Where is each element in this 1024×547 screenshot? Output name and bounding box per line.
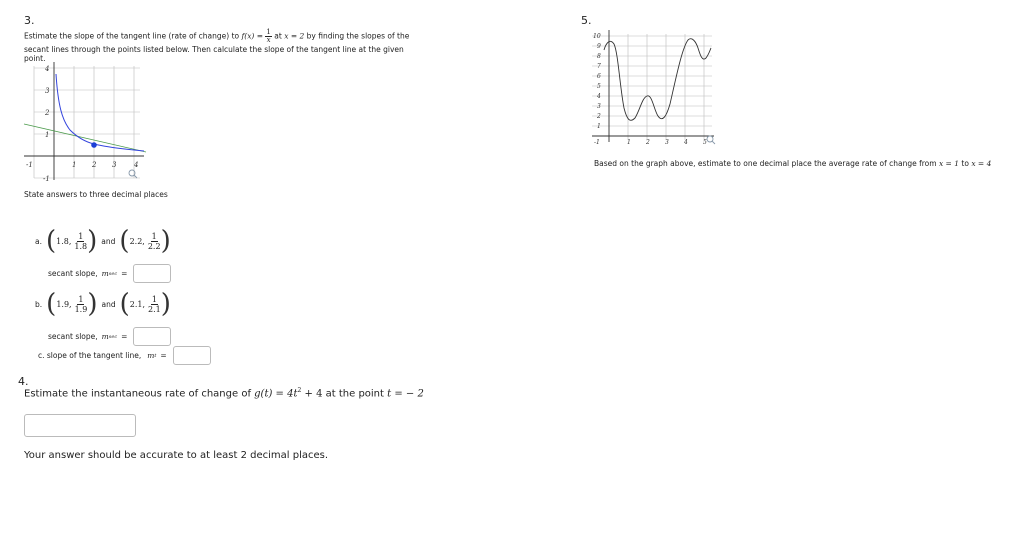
question-5-number: 5. xyxy=(581,14,592,27)
part-b-label: b. xyxy=(35,299,43,309)
secant-slope-label: secant slope, xyxy=(48,269,98,278)
graph-grid xyxy=(34,66,140,178)
reciprocal-function-graph xyxy=(22,60,152,185)
zoom-icon xyxy=(707,136,715,144)
part-a-secant-row xyxy=(48,264,171,283)
part-b-points xyxy=(35,291,171,317)
y-tick-label: 3 xyxy=(45,87,50,95)
open-paren: ( xyxy=(119,226,130,256)
state-answers-instruction: State answers to three decimal places xyxy=(24,190,168,199)
fraction-denominator: 1.9 xyxy=(74,304,88,314)
y-tick-label: 2 xyxy=(45,109,50,117)
point-x: 1.9, xyxy=(56,299,72,309)
function-rest: + 4 xyxy=(304,388,323,400)
close-paren: ) xyxy=(160,226,171,256)
close-paren: ) xyxy=(87,289,98,319)
prompt-text: Estimate the slope of the tangent line (rate of change) to xyxy=(24,31,240,41)
fraction-numerator: 1 xyxy=(78,294,84,304)
part-a-points xyxy=(35,228,171,254)
x-tick-label: 4 xyxy=(684,139,688,146)
question-4-number: 4. xyxy=(18,375,29,388)
part-b-secant-row xyxy=(48,327,171,346)
question-4-note: Your answer should be accurate to at least 2 decimal places. xyxy=(24,450,329,461)
at-point-text: at the point xyxy=(325,388,384,400)
reciprocal-curve xyxy=(56,74,144,151)
fraction-denominator: 2.1 xyxy=(148,304,161,314)
point-1 xyxy=(56,295,87,314)
part-c-tangent-row xyxy=(38,346,211,365)
x-tick-label: 2 xyxy=(92,161,97,169)
x-tick-label: 3 xyxy=(665,139,669,146)
m-t-subscript: t xyxy=(154,352,157,359)
y-tick-label: 8 xyxy=(597,53,601,60)
part-b-secant-slope-input[interactable] xyxy=(133,327,171,346)
and-text: and xyxy=(101,236,116,246)
point-2 xyxy=(130,295,161,314)
y-tick-label: 3 xyxy=(597,103,601,110)
at-text: at xyxy=(274,31,282,41)
wave-curve xyxy=(604,39,711,121)
prompt-text: Estimate the instantaneous rate of change of xyxy=(24,388,251,400)
y-tick-label: 5 xyxy=(597,83,601,90)
m-sec-subscript: sec xyxy=(108,270,118,277)
point-y-fraction xyxy=(74,232,87,251)
point-2 xyxy=(130,232,161,251)
fraction-numerator: 1 xyxy=(266,28,271,36)
y-tick-label: 9 xyxy=(597,43,601,50)
m-t-symbol: m xyxy=(147,351,155,360)
from-value: x = 1 xyxy=(938,159,959,168)
x-tick-label: 4 xyxy=(134,161,139,169)
graph-axes xyxy=(24,62,144,180)
point-x: 2.1, xyxy=(129,299,146,309)
question-3-prompt-line2: secant lines through the points listed below. Then calculate the slope of the tangent line at the given xyxy=(24,45,404,54)
question-3-number: 3. xyxy=(24,14,35,27)
m-sec-symbol: m xyxy=(101,332,109,341)
x-tick-label: 1 xyxy=(627,139,631,146)
zoom-icon xyxy=(129,170,137,178)
x-tick-label: 1 xyxy=(72,161,77,169)
x-tick-label: 3 xyxy=(112,161,117,169)
function-fraction xyxy=(265,29,271,44)
prompt-text: Based on the graph above, estimate to one decimal place the average rate of change from xyxy=(594,159,937,168)
y-tick-label: 1 xyxy=(45,131,50,139)
function-g: g(t) = 4t xyxy=(254,388,298,400)
question-5-prompt xyxy=(594,157,991,170)
fraction-denominator: x xyxy=(266,36,271,44)
question-4-answer-input[interactable] xyxy=(24,414,136,437)
point-y-fraction xyxy=(75,295,88,314)
at-point-equation: t = − 2 xyxy=(387,388,424,400)
question-4-prompt xyxy=(24,387,424,399)
x-tick-label: 2 xyxy=(646,139,650,146)
y-tick-label: 4 xyxy=(45,65,50,73)
tangent-point xyxy=(91,142,97,148)
and-text: and xyxy=(101,299,116,309)
m-sec-subscript: sec xyxy=(108,333,118,340)
secant-slope-label: secant slope, xyxy=(48,332,98,341)
part-c-tangent-slope-input[interactable] xyxy=(173,346,211,365)
y-tick-label: 7 xyxy=(597,63,601,70)
prompt-text-post: by finding the slopes of the xyxy=(306,31,410,41)
function-lhs: f(x) = xyxy=(241,31,264,41)
part-a-secant-slope-input[interactable] xyxy=(133,264,171,283)
fraction-numerator: 1 xyxy=(151,231,157,241)
open-paren: ( xyxy=(45,226,57,256)
fraction-numerator: 1 xyxy=(78,231,84,241)
y-tick-label: 10 xyxy=(593,33,601,40)
equals-sign: = xyxy=(121,269,128,278)
at-equation: x = 2 xyxy=(284,31,305,41)
point-y-fraction xyxy=(148,295,161,314)
y-tick-label: -1 xyxy=(43,175,50,183)
fraction-numerator: 1 xyxy=(151,294,157,304)
graph-grid xyxy=(592,34,712,140)
wave-function-graph xyxy=(590,28,720,150)
point-x: 2.2, xyxy=(129,236,145,246)
equals-sign: = xyxy=(121,332,128,341)
tangent-slope-label: c. slope of the tangent line, xyxy=(38,351,142,360)
y-tick-label: 1 xyxy=(597,123,601,130)
point-y-fraction xyxy=(148,232,161,251)
open-paren: ( xyxy=(119,289,130,319)
part-a-label: a. xyxy=(35,236,42,246)
point-1 xyxy=(56,232,87,251)
equals-sign: = xyxy=(160,351,167,360)
x-tick-label: -1 xyxy=(26,161,33,169)
close-paren: ) xyxy=(87,226,98,256)
point-x: 1.8, xyxy=(56,236,72,246)
to-text: to xyxy=(961,159,969,168)
fraction-denominator: 1.8 xyxy=(74,241,88,251)
function-exponent: 2 xyxy=(297,387,302,394)
close-paren: ) xyxy=(160,289,171,319)
m-sec-symbol: m xyxy=(101,269,109,278)
to-value: x = 4 xyxy=(971,159,992,168)
open-paren: ( xyxy=(46,289,57,319)
y-tick-label: 6 xyxy=(597,73,601,80)
x-tick-label: -1 xyxy=(594,139,600,146)
question-3-prompt-line3: point. xyxy=(24,54,46,63)
y-tick-label: 2 xyxy=(597,113,601,120)
y-tick-label: 4 xyxy=(597,93,601,100)
tangent-line xyxy=(24,124,146,152)
fraction-denominator: 2.2 xyxy=(147,241,161,251)
question-3-prompt-line1 xyxy=(24,29,409,44)
x-tick-label: 5 xyxy=(703,139,707,146)
